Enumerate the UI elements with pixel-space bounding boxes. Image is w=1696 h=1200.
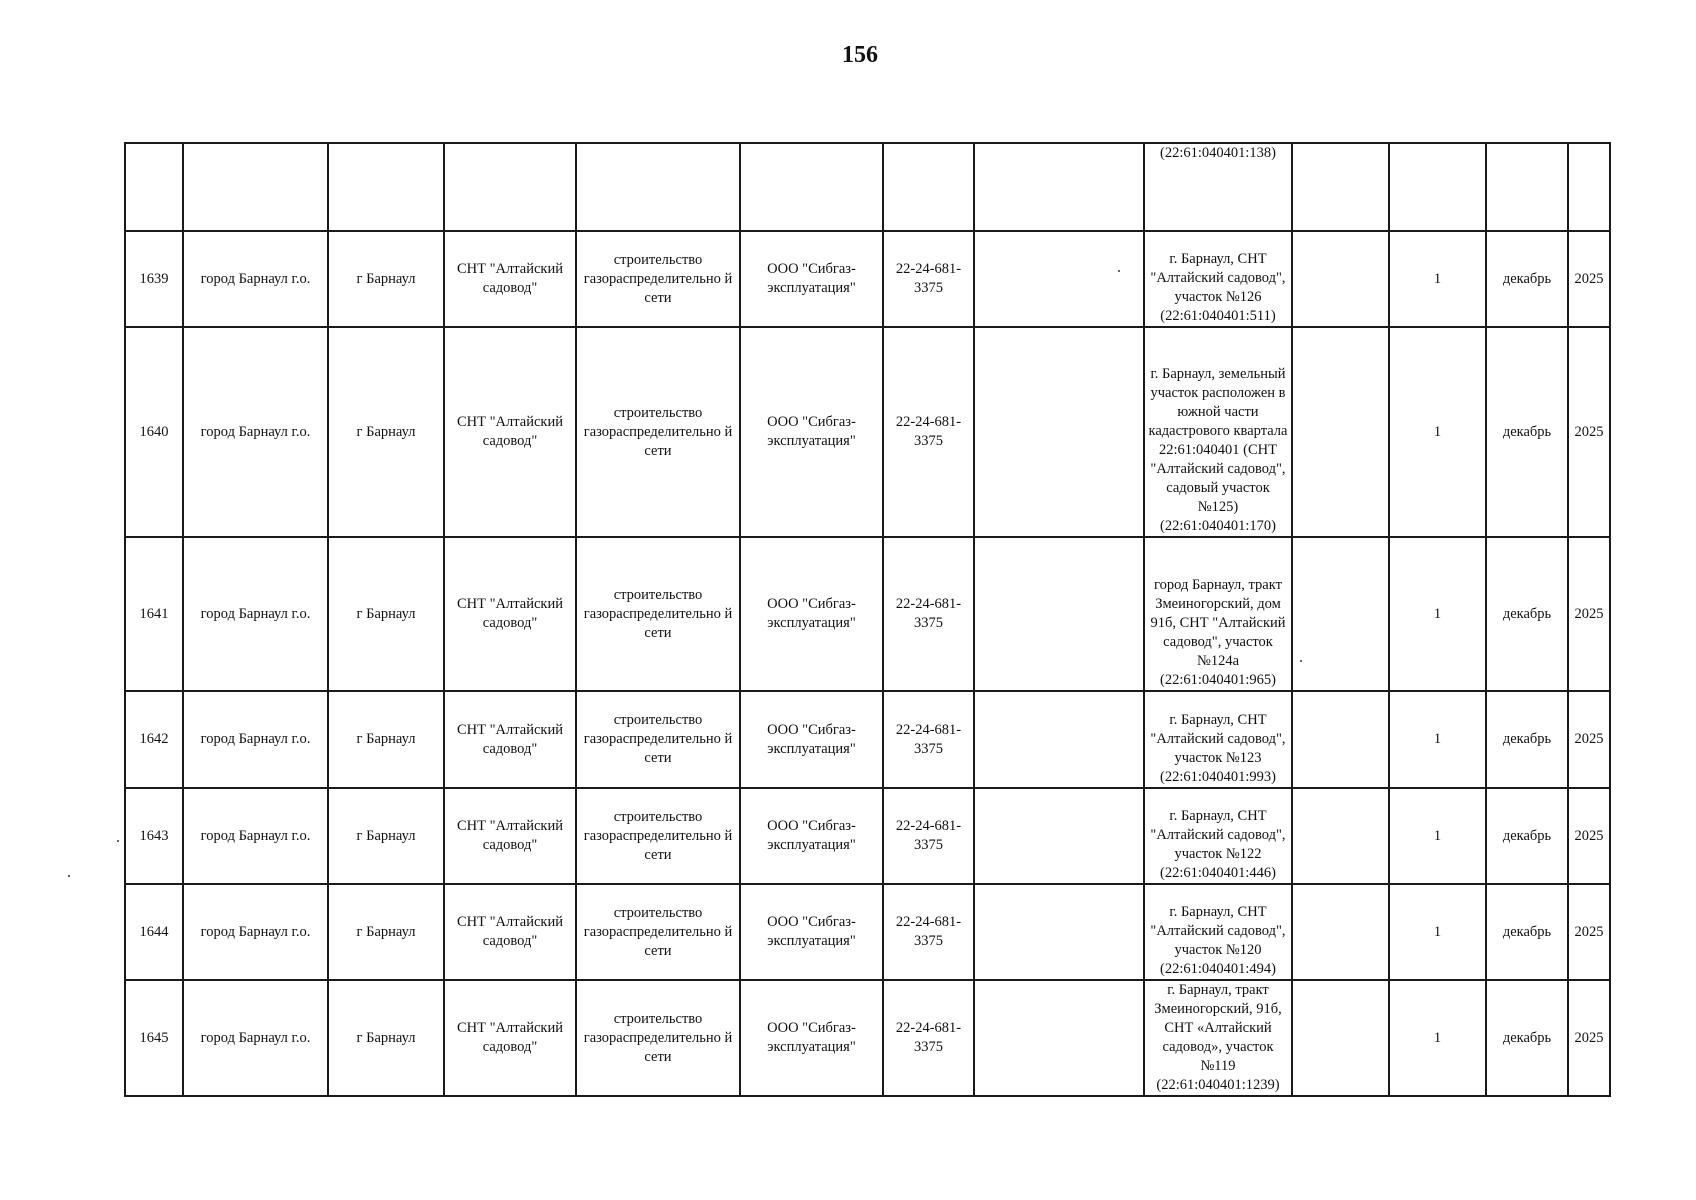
scan-speck [117,840,119,842]
cell-address: г. Барнаул, земельный участок расположен в южной части кадастрового квартала 22:61:040401 (СНТ "Алтайский садовод", садовый участок №125) (22:61:040401:170) [1144,327,1292,537]
cell-company: ООО "Сибгаз-эксплуатация" [740,980,883,1096]
cell-company: ООО "Сибгаз-эксплуатация" [740,327,883,537]
cell-number: 1643 [125,788,183,884]
cell-year: 2025 [1568,788,1610,884]
cell-empty [974,691,1144,788]
cell-number: 1642 [125,691,183,788]
cell-address: город Барнаул, тракт Змеиногорский, дом 91б, СНТ "Алтайский садовод", участок №124а (22:61:040401:965) [1144,537,1292,691]
cell-number: 1640 [125,327,183,537]
table-row [125,980,1610,1096]
cell-work-type: строительство газораспределительно й сети [576,691,740,788]
cell-settlement: г Барнаул [328,537,444,691]
cell-empty [974,884,1144,980]
cell-municipality: город Барнаул г.о. [183,327,328,537]
cell-empty [1292,980,1389,1096]
cell-month: декабрь [1486,788,1568,884]
cell-address: г. Барнаул, СНТ "Алтайский садовод", участок №123 (22:61:040401:993) [1144,691,1292,788]
table-row [125,788,1610,884]
cell-year: 2025 [1568,231,1610,327]
cell-year: 2025 [1568,884,1610,980]
cell-address: г. Барнаул, СНТ "Алтайский садовод", участок №126 (22:61:040401:511) [1144,231,1292,327]
cell-quantity: 1 [1389,980,1486,1096]
cell-number: 1645 [125,980,183,1096]
cell-quantity: 1 [1389,691,1486,788]
table-row [125,691,1610,788]
cell-empty [1292,143,1389,231]
cell-settlement: г Барнаул [328,980,444,1096]
page-number: 156 [842,42,878,68]
cell-municipality: город Барнаул г.о. [183,788,328,884]
cell-empty [1292,884,1389,980]
cell-settlement: г Барнаул [328,884,444,980]
cell-work-type: строительство газораспределительно й сети [576,788,740,884]
cell-object: СНТ "Алтайский садовод" [444,691,576,788]
cell-month: декабрь [1486,884,1568,980]
cell-municipality: город Барнаул г.о. [183,884,328,980]
cell-code: 22-24-681-3375 [883,231,974,327]
cell-empty [1292,231,1389,327]
cell-empty [1292,537,1389,691]
cell-quantity: 1 [1389,327,1486,537]
cell-company: ООО "Сибгаз-эксплуатация" [740,884,883,980]
cell-quantity: 1 [1389,884,1486,980]
cell-empty [740,143,883,231]
cell-year: 2025 [1568,691,1610,788]
cell-address: г. Барнаул, СНТ "Алтайский садовод", участок №120 (22:61:040401:494) [1144,884,1292,980]
cell-empty [1292,691,1389,788]
cell-company: ООО "Сибгаз-эксплуатация" [740,231,883,327]
cell-work-type: строительство газораспределительно й сети [576,980,740,1096]
cell-month: декабрь [1486,980,1568,1096]
cell-quantity: 1 [1389,231,1486,327]
cell-address: (22:61:040401:138) [1144,143,1292,231]
cell-empty [1389,143,1486,231]
cell-empty [1568,143,1610,231]
cell-empty [974,143,1144,231]
cell-settlement: г Барнаул [328,788,444,884]
table-row [125,327,1610,537]
cell-work-type: строительство газораспределительно й сети [576,884,740,980]
cell-month: декабрь [1486,691,1568,788]
cell-object: СНТ "Алтайский садовод" [444,980,576,1096]
table-row [125,231,1610,327]
cell-empty [1486,143,1568,231]
cell-municipality: город Барнаул г.о. [183,980,328,1096]
cell-work-type: строительство газораспределительно й сети [576,231,740,327]
cell-code: 22-24-681-3375 [883,327,974,537]
cell-municipality: город Барнаул г.о. [183,537,328,691]
cell-number: 1644 [125,884,183,980]
cell-quantity: 1 [1389,537,1486,691]
cell-code: 22-24-681-3375 [883,884,974,980]
cell-object: СНТ "Алтайский садовод" [444,884,576,980]
cell-empty [974,327,1144,537]
cell-month: декабрь [1486,537,1568,691]
cell-company: ООО "Сибгаз-эксплуатация" [740,691,883,788]
cell-object: СНТ "Алтайский садовод" [444,231,576,327]
cell-empty [974,231,1144,327]
cell-year: 2025 [1568,980,1610,1096]
table-row [125,537,1610,691]
cell-work-type: строительство газораспределительно й сети [576,327,740,537]
cell-number: 1641 [125,537,183,691]
cell-empty [328,143,444,231]
cell-settlement: г Барнаул [328,691,444,788]
cell-empty [125,143,183,231]
cell-settlement: г Барнаул [328,231,444,327]
cell-year: 2025 [1568,537,1610,691]
cell-settlement: г Барнаул [328,327,444,537]
cell-object: СНТ "Алтайский садовод" [444,327,576,537]
cell-object: СНТ "Алтайский садовод" [444,537,576,691]
cell-empty [974,980,1144,1096]
cell-empty [1292,788,1389,884]
cell-object: СНТ "Алтайский садовод" [444,788,576,884]
cell-municipality: город Барнаул г.о. [183,691,328,788]
cell-work-type: строительство газораспределительно й сети [576,537,740,691]
cell-company: ООО "Сибгаз-эксплуатация" [740,537,883,691]
cell-month: декабрь [1486,231,1568,327]
cell-empty [183,143,328,231]
cell-empty [576,143,740,231]
cell-code: 22-24-681-3375 [883,537,974,691]
cell-address: г. Барнаул, тракт Змеиногорский, 91б, СНТ «Алтайский садовод», участок №119 (22:61:040401:1239) [1144,980,1292,1096]
scan-speck [68,875,70,877]
cell-municipality: город Барнаул г.о. [183,231,328,327]
cell-month: декабрь [1486,327,1568,537]
cell-company: ООО "Сибгаз-эксплуатация" [740,788,883,884]
cell-empty [883,143,974,231]
registry-table [124,142,1611,1097]
cell-empty [1292,327,1389,537]
cell-address: г. Барнаул, СНТ "Алтайский садовод", участок №122 (22:61:040401:446) [1144,788,1292,884]
scan-speck [1118,270,1120,272]
table-row-continuation [125,143,1610,231]
cell-empty [974,788,1144,884]
cell-year: 2025 [1568,327,1610,537]
cell-code: 22-24-681-3375 [883,788,974,884]
cell-quantity: 1 [1389,788,1486,884]
scan-speck [1300,660,1302,662]
cell-code: 22-24-681-3375 [883,980,974,1096]
table-row [125,884,1610,980]
cell-empty [444,143,576,231]
cell-number: 1639 [125,231,183,327]
cell-code: 22-24-681-3375 [883,691,974,788]
cell-empty [974,537,1144,691]
